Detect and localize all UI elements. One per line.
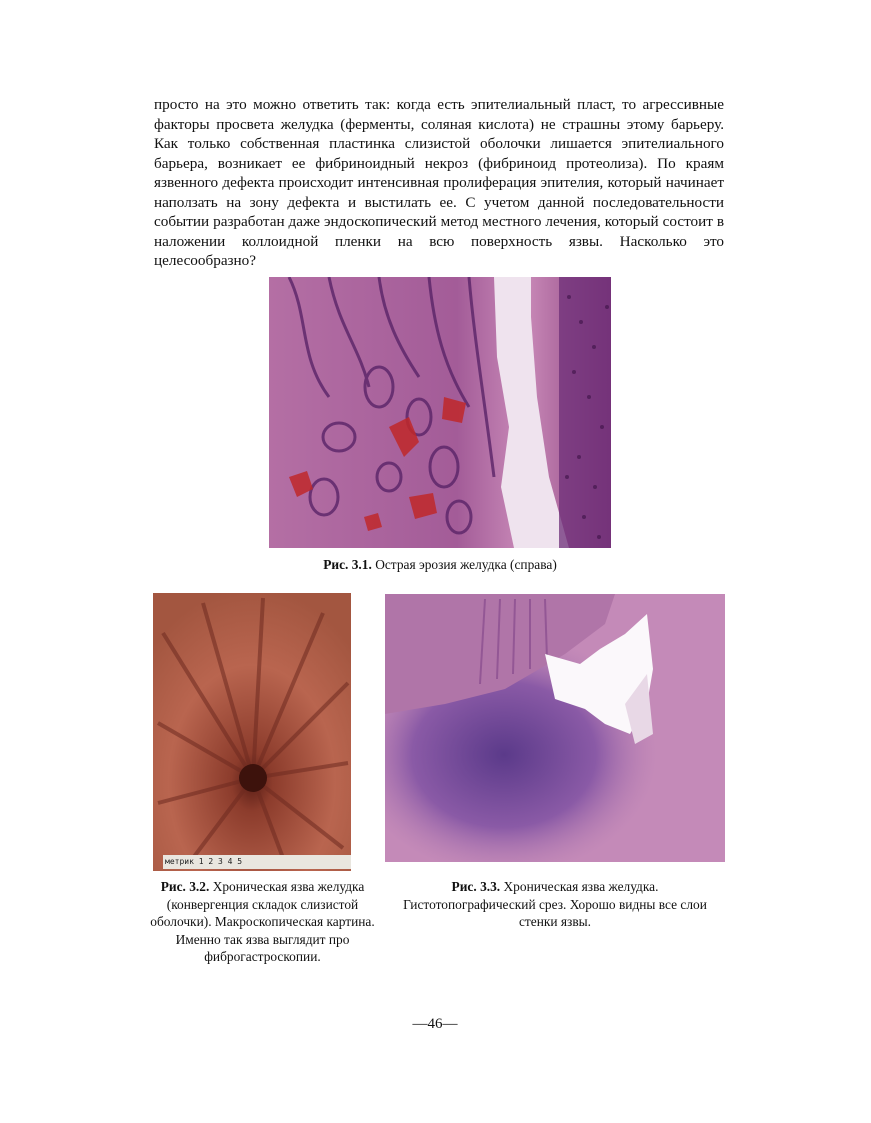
figure-3-3-label: Рис. 3.3. [451, 879, 501, 894]
figure-3-3-histotopographic-image [385, 594, 725, 862]
figure-3-2-macroscopic-photo [153, 593, 351, 871]
scale-ruler: метрик 1 2 3 4 5 [165, 857, 243, 866]
figure-3-1-caption [269, 556, 611, 574]
figure-3-2-graphic [153, 593, 351, 871]
figure-3-2-caption-text: Хроническая язва желудка (конвергенция складок слизистой оболочки). Макроскопическая картина. Именно так язва выглядит про фиброгастроскопии. [150, 879, 375, 964]
figure-3-1-label: Рис. 3.1. [323, 557, 372, 572]
figure-3-3-caption [385, 878, 725, 931]
figure-3-1-graphic [269, 277, 611, 548]
body-paragraph: просто на это можно ответить так: когда есть эпителиальный пласт, то агрессивные факторы просвета желудка (ферменты, соляная кислота) не страшны этому барьеру. Как только собственная пластинка слизистой оболочки лишается эпителиального барьера, возникает ее фибриноидный некроз (фибриноид протеолиза). По краям язвенного дефекта происходит интенсивная пролиферация эпителия, который начинает наползать на зону дефекта и выстилать ее. С учетом данной последовательности событии разработан даже эндоскопический метод местного лечения, который состоит в наложении коллоидной пленки на всю поверхность язвы. Насколько это целесообразно? [154, 96, 724, 269]
figure-3-2-caption [150, 878, 375, 966]
figure-3-1-caption-text: Острая эрозия желудка (справа) [375, 557, 557, 572]
figure-3-2-label: Рис. 3.2. [160, 879, 210, 894]
page-number: —46— [412, 1016, 458, 1032]
figure-3-3-graphic [385, 594, 725, 862]
figure-3-1-histology-image [269, 277, 611, 548]
figure-3-3-caption-text: Хроническая язва желудка. Гистотопографический срез. Хорошо видны все слои стенки язвы. [403, 879, 707, 929]
